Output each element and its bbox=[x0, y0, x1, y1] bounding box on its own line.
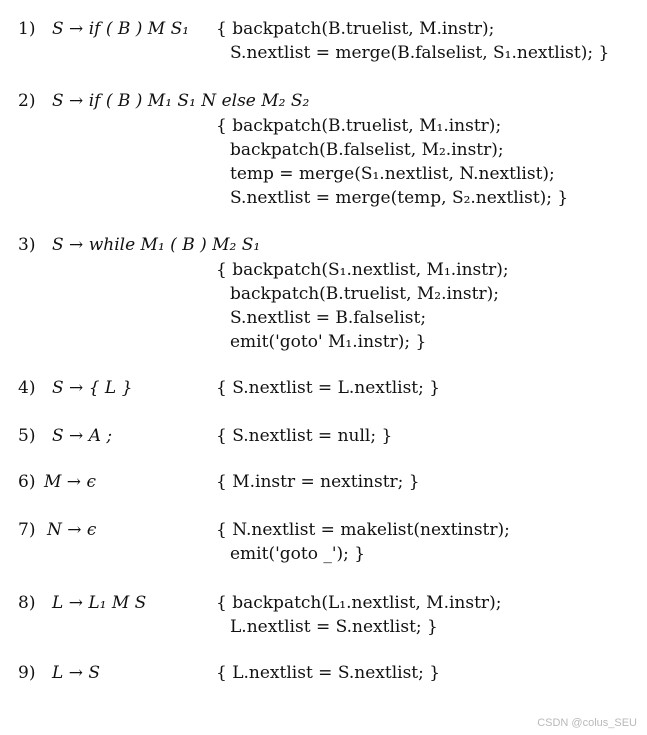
semantic-action-line: { N.nextlist = makelist(nextinstr); bbox=[216, 520, 510, 540]
production: S → A ; bbox=[52, 426, 113, 446]
semantic-action-line: { S.nextlist = null; } bbox=[216, 426, 393, 446]
semantic-action-line: { backpatch(B.truelist, M₁.instr); bbox=[216, 116, 502, 136]
rule-number: 7) bbox=[18, 520, 36, 540]
watermark: CSDN @colus_SEU bbox=[537, 717, 637, 729]
production: S → if ( B ) M S₁ bbox=[52, 19, 190, 39]
production: L → L₁ M S bbox=[52, 593, 147, 613]
semantic-action-line: S.nextlist = merge(B.falselist, S₁.nextlist); } bbox=[230, 43, 610, 63]
rule-number: 8) bbox=[18, 593, 36, 613]
semantic-action-line: { S.nextlist = L.nextlist; } bbox=[216, 378, 441, 398]
production: L → S bbox=[52, 663, 100, 683]
semantic-action-line: { M.instr = nextinstr; } bbox=[216, 472, 420, 492]
semantic-action-line: { L.nextlist = S.nextlist; } bbox=[216, 663, 441, 683]
semantic-action-line: emit('goto _'); } bbox=[230, 544, 366, 564]
rule-number: 4) bbox=[18, 378, 36, 398]
production: S → if ( B ) M₁ S₁ N else M₂ S₂ bbox=[52, 91, 310, 111]
rule-number: 1) bbox=[18, 19, 36, 39]
semantic-action-line: L.nextlist = S.nextlist; } bbox=[230, 617, 438, 637]
production: S → { L } bbox=[52, 378, 133, 398]
semantic-action-line: emit('goto' M₁.instr); } bbox=[230, 332, 427, 352]
rule-number: 6) bbox=[18, 472, 36, 492]
semantic-action-line: backpatch(B.falselist, M₂.instr); bbox=[230, 140, 504, 160]
semantic-action-line: S.nextlist = B.falselist; bbox=[230, 308, 427, 328]
semantic-action-line: temp = merge(S₁.nextlist, N.nextlist); bbox=[230, 164, 555, 184]
production: N → ϵ bbox=[47, 520, 97, 540]
rule-number: 9) bbox=[18, 663, 36, 683]
semantic-action-line: { backpatch(B.truelist, M.instr); bbox=[216, 19, 495, 39]
rule-number: 5) bbox=[18, 426, 36, 446]
semantic-action-line: { backpatch(S₁.nextlist, M₁.instr); bbox=[216, 260, 509, 280]
rule-number: 3) bbox=[18, 235, 36, 255]
production: M → ϵ bbox=[44, 472, 96, 492]
production: S → while M₁ ( B ) M₂ S₁ bbox=[52, 235, 261, 255]
semantic-action-line: S.nextlist = merge(temp, S₂.nextlist); } bbox=[230, 188, 569, 208]
semantic-action-line: { backpatch(L₁.nextlist, M.instr); bbox=[216, 593, 502, 613]
rule-number: 2) bbox=[18, 91, 36, 111]
semantic-action-line: backpatch(B.truelist, M₂.instr); bbox=[230, 284, 499, 304]
